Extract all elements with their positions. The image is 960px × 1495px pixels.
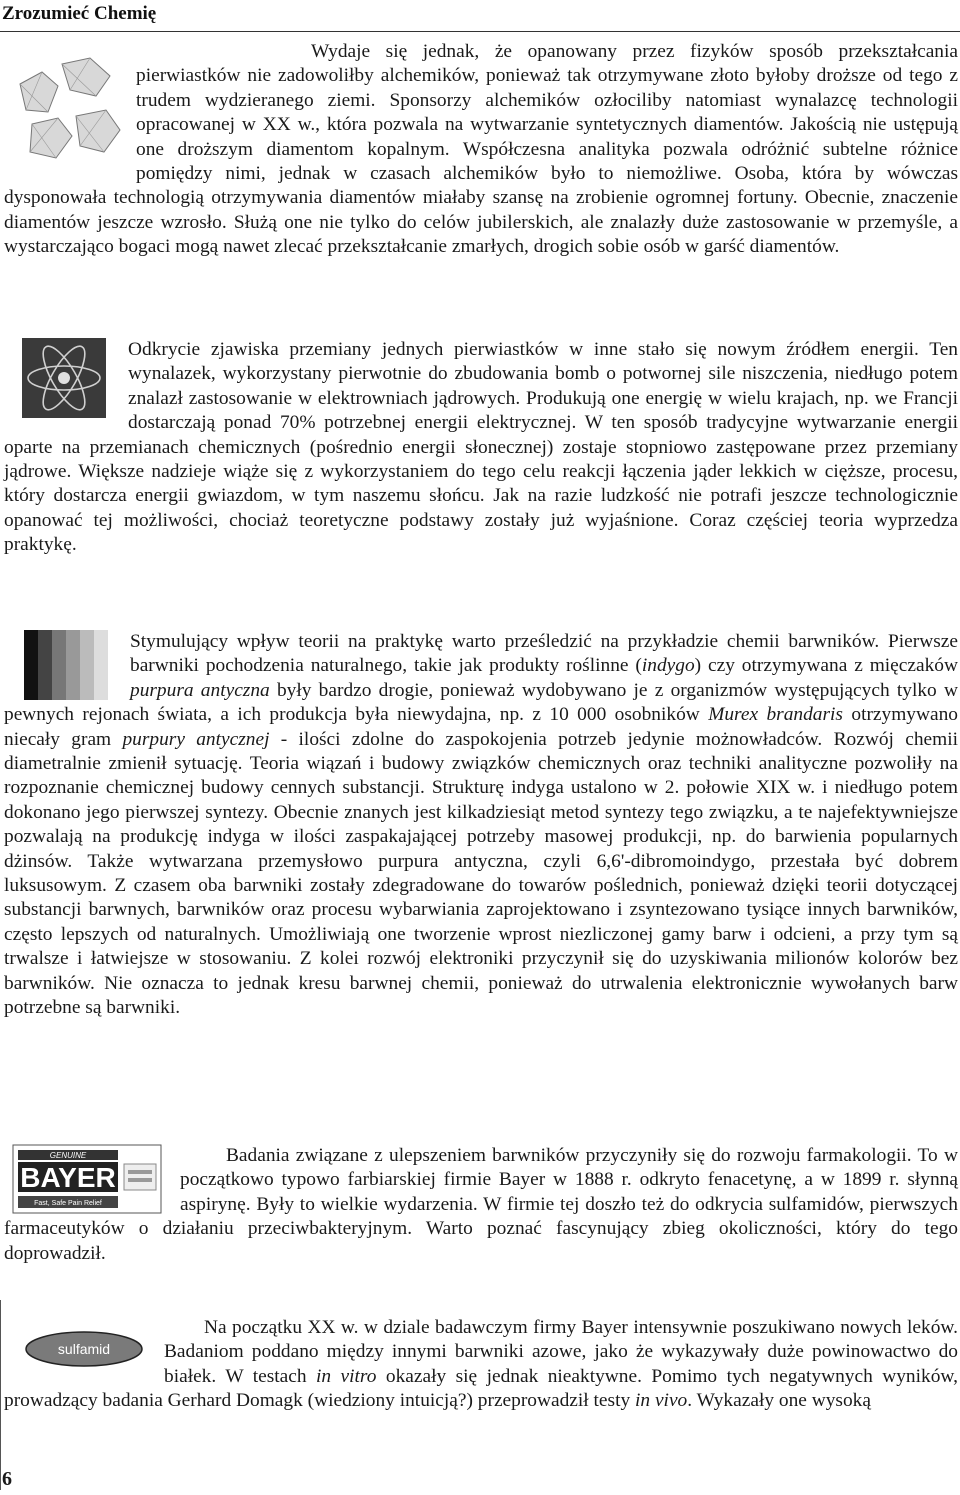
sulfamid-italic-in-vitro: in vitro [316,1365,377,1387]
margin-rule [0,1300,1,1490]
dyes-italic-purpury: purpury antycznej [122,728,270,750]
dyes-text-5: - ilości zdolne do zaspokojenia potrzeb jedynie możnowładców. Rozwój chemii diametralnie zmienił sytuację. Teoria wiązań i budowy związków chemicznych oraz techniki analityczne pozwoliły na rozpoznanie chemicznej budowy cennych substancji. Strukturę indyga ustalono w 2. połowie XIX w. i niedługo potem dokonano jego pierwszej syntezy. Obecnie znanych jest kilkadziesiąt metod syntezy tego związku, a te najefektywniejsze pozwalają na produkcję indyga w ilości zaspakajającej potrzeby masowej produkcji, np. do barwienia popularnych dżinsów. Także wytwarzana przemysłowo purpura antyczna, czyli 6,6'-dibromoindygo, przestała być dobrem luksusowym. Z czasem oba barwniki zostały zdegradowane do towarów poślednich, ponieważ dzięki teorii dotyczącej substancji barwnych, barwników oraz procesu wybarwiania zaprojektowano i zsyntezowano tysiące innych barwników, często lepszych od naturalnych. Umożliwiają one tworzenie wprost niezliczonej gamy barw i odcieni, a przy tym są trwalsze i łatwiejsze w stosowaniu. Z kolei rozwój elektroniki przyczynił się do uzyskiwania milionów kolorów bez barwników. Nie oznacza to jednak kresu barwnej chemii, ponieważ do utrwalenia elektronicznie wywołanych barw potrzebne są barwniki. [4,728,958,1019]
section-diamonds [4,40,958,260]
diamonds-illustration [12,54,124,179]
bayer-genuine-text: GENUINE [49,1151,87,1160]
paragraph-pharmacology: Badania związane z ulepszeniem barwników przyczyniły się do rozwoju farmakologii. To w początkowo typowo farbiarskiej firmie Bayer w 1888 r. odkryto fenacetynę, a w 1899 r. słynną aspirynę. Były to wielkie wydarzenia. W firmie tej doszło też do odkrycia sulfamidów, pierwszych farmaceutyków o działaniu przeciwbakteryjnym. Warto poznać fascynujący zbieg okoliczności, który do tego doprowadził. [4,1145,958,1264]
atom-icon [22,338,106,418]
paragraph-dyes [4,630,958,1021]
section-pharmacology [4,1144,958,1266]
sulfamid-text-3: . Wykazały one wysoką [687,1390,871,1412]
sulfamid-italic-in-vivo: in vivo [635,1390,688,1412]
section-sulfamid [4,1316,958,1414]
sulfamid-label: sulfamid [57,1341,111,1357]
section-dyes [4,630,958,1021]
dyes-text-2: ) czy otrzymywana z mięczaków [694,655,959,677]
dyes-text-1: Stymulujący wpływ teorii na praktykę warto prześledzić na przykładzie chemii barwników. Pierwsze barwniki pochodzenia naturalnego, takie jak produkty roślinne ( [130,631,958,677]
dyes-text-4: otrzymywano niecały gram [4,704,959,750]
dyes-italic-indygo: indygo [641,655,695,677]
grayscale-bars-illustration [24,630,108,700]
dyes-text-3: były bardzo drogie, ponieważ wydobywano je z organizmów występujących tylko w pewnych rejonach świata, a ich produkcja była niewydajna, np. z 10 000 osobników [4,679,958,726]
dyes-italic-purpura: purpura antyczna [130,679,270,701]
paragraph-diamonds: Wydaje się jednak, że opanowany przez fizyków sposób przekształcania pierwiastków nie zadowoliłby alchemików, ponieważ tak otrzymywane złoto byłoby droższe od tego z trudem wydzieranego ziemi. Sponsorzy alchemików ozłociliby natomiast wynalazcę technologii opracowanej w XX w., która pozwala na wytwarzanie syntetycznych diamentów. Jakością nie ustępują one droższym diamentom kopalnym. Współczesna analityka pozwala odróżnić subtelne różnice pomiędzy nimi, jednak w czasach alchemików było to niemożliwe. Osoba, która by wówczas dysponowała technologią otrzymywania diamentów miałaby szansę na zrobienie ogromnej fortuny. Obecnie, znaczenie diamentów jeszcze wzrosło. Służą one nie tylko do celów jubilerskich, ale znalazły duże zastosowanie w przemyśle, a wystarczająco bogaci mogą nawet zlecać przekształcanie zmarłych, drogich sobie osób w garść diamentów. [4,41,958,258]
bayer-sub-text: Fast, Safe Pain Relief [34,1200,102,1207]
running-title: Zrozumieć Chemię [2,3,157,24]
paragraph-nuclear: Odkrycie zjawiska przemiany jednych pierwiastków w inne stało się nowym źródłem energii. Ten wynalazek, wykorzystany pierwotnie do zbudowania bomb o potwornej sile niszczenia, niedługo potem znalazł zastosowanie w elektrowniach jądrowych. Produkują one energię w wielu krajach, np. we Francji dostarczają ponad 70% potrzebnej energii elektrycznej. W ten sposób tradycyjne wytwarzanie energii oparte na przemianach chemicznych (pośrednio energii słonecznej) zostaje stopniowo zastępowane przez przemiany jądrowe. Większe nadzieje wiąże się z wykorzystaniem do tego celu reakcji łączenia jąder lekkich w cięższe, procesu, który dostarcza energii gwiazdom, w tym naszemu słońcu. Jak na razie ludzkość nie potrafi jeszcze technologicznie opanować tej możliwości, chociaż teoretyczne podstawy zostały już wyjaśnione. Coraz częściej teoria wyprzedza praktykę. [4,339,958,556]
bayer-brand-text: BAYER [20,1162,116,1193]
bayer-box-illustration [12,1144,162,1214]
dyes-italic-murex: Murex brandaris [708,704,843,726]
page-header [0,0,960,32]
page-number: 6 [2,1468,12,1490]
sulfamid-pill-illustration [24,1330,144,1368]
sulfamid-text-1: Na początku XX w. w dziale badawczym firmy Bayer intensywnie poszukiwano nowych leków. Badaniom poddano między innymi barwniki azowe, jako że wykazywały duże powinowactwo do białek. W testach [164,1317,958,1387]
section-nuclear [4,338,958,558]
paragraph-sulfamid [4,1316,958,1414]
sulfamid-text-2: okazały się jednak nieaktywne. Pomimo tych negatywnych wyników, prowadzący badania Gerhard Domagk (wiedziony intuicją?) przeprowadził testy [4,1365,958,1412]
